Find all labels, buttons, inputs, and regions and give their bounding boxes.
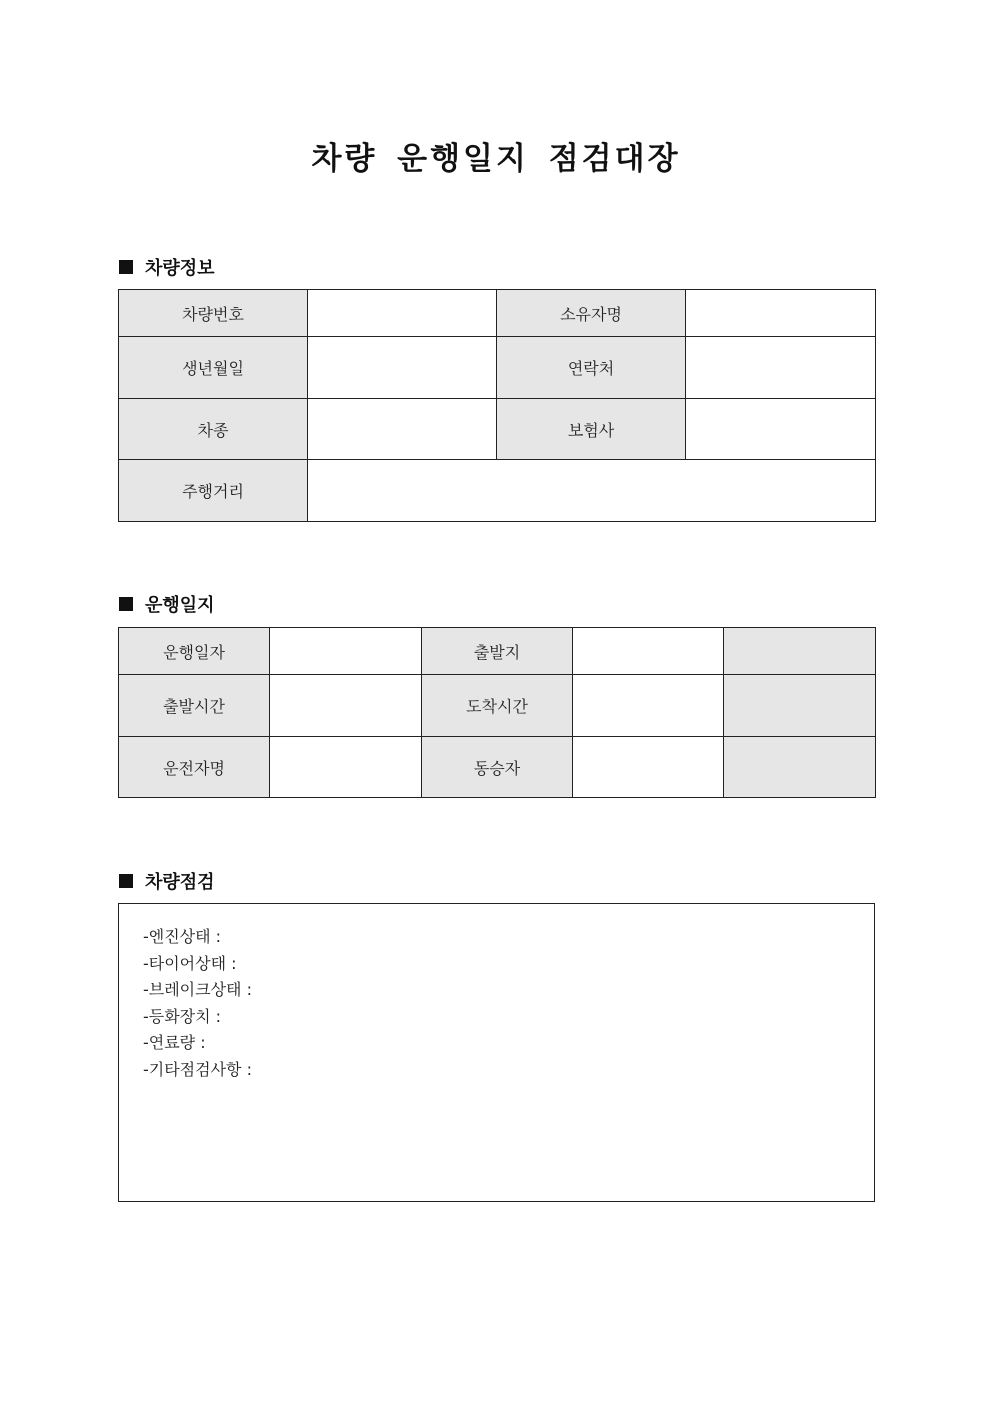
label-blank: [724, 628, 876, 675]
label-blank: [724, 675, 876, 737]
check-item-lights: -등화장치 :: [143, 1006, 222, 1026]
label-departure-time: 출발시간: [119, 675, 270, 737]
table-row: [119, 290, 876, 337]
field-passenger[interactable]: [573, 737, 724, 798]
check-item-other: -기타점검사항 :: [143, 1059, 252, 1079]
page-title: 차량 운행일지 점검대장: [311, 141, 681, 177]
check-item-brake: -브레이크상태 :: [143, 980, 252, 999]
square-bullet-icon: [119, 874, 133, 888]
label-passenger: 동승자: [422, 737, 573, 798]
field-insurer[interactable]: [686, 399, 876, 460]
section-title: 차량점검: [145, 872, 215, 893]
label-departure-place: 출발지: [422, 628, 573, 675]
field-owner-name[interactable]: [686, 290, 876, 337]
table-row: [119, 460, 876, 522]
field-contact[interactable]: [686, 337, 876, 399]
table-row: [119, 628, 876, 675]
field-operation-date[interactable]: [270, 628, 422, 675]
section-title: 차량정보: [145, 258, 215, 279]
check-list: [143, 924, 252, 1083]
square-bullet-icon: [119, 260, 133, 274]
table-row: [119, 399, 876, 460]
check-item-fuel: -연료량 :: [143, 1033, 206, 1052]
table-row: [119, 337, 876, 399]
label-vehicle-number: 차량번호: [119, 290, 308, 337]
label-blank: [724, 737, 876, 798]
label-driver-name: 운전자명: [119, 737, 270, 798]
table-row: [119, 737, 876, 798]
check-item-tire: -타이어상태 :: [143, 953, 237, 973]
vehicle-info-table: [118, 289, 876, 522]
section-heading-vehicle-check: [119, 868, 215, 894]
label-insurer: 보험사: [497, 399, 686, 460]
label-operation-date: 운행일자: [119, 628, 270, 675]
check-item-engine: -엔진상태 :: [143, 927, 222, 946]
label-vehicle-type: 차종: [119, 399, 308, 460]
field-vehicle-type[interactable]: [308, 399, 497, 460]
table-row: [119, 675, 876, 737]
square-bullet-icon: [119, 597, 133, 611]
vehicle-check-box[interactable]: [118, 903, 875, 1202]
section-title: 운행일지: [145, 595, 215, 616]
section-heading-vehicle-info: [119, 254, 215, 280]
label-mileage: 주행거리: [119, 460, 308, 522]
section-heading-operation-log: [119, 591, 215, 617]
field-birth-date[interactable]: [308, 337, 497, 399]
label-owner-name: 소유자명: [497, 290, 686, 337]
field-departure-place[interactable]: [573, 628, 724, 675]
operation-log-table: [118, 627, 876, 798]
field-driver-name[interactable]: [270, 737, 422, 798]
label-arrival-time: 도착시간: [422, 675, 573, 737]
field-mileage[interactable]: [308, 460, 876, 522]
field-departure-time[interactable]: [270, 675, 422, 737]
label-contact: 연락처: [497, 337, 686, 399]
field-vehicle-number[interactable]: [308, 290, 497, 337]
field-arrival-time[interactable]: [573, 675, 724, 737]
label-birth-date: 생년월일: [119, 337, 308, 399]
